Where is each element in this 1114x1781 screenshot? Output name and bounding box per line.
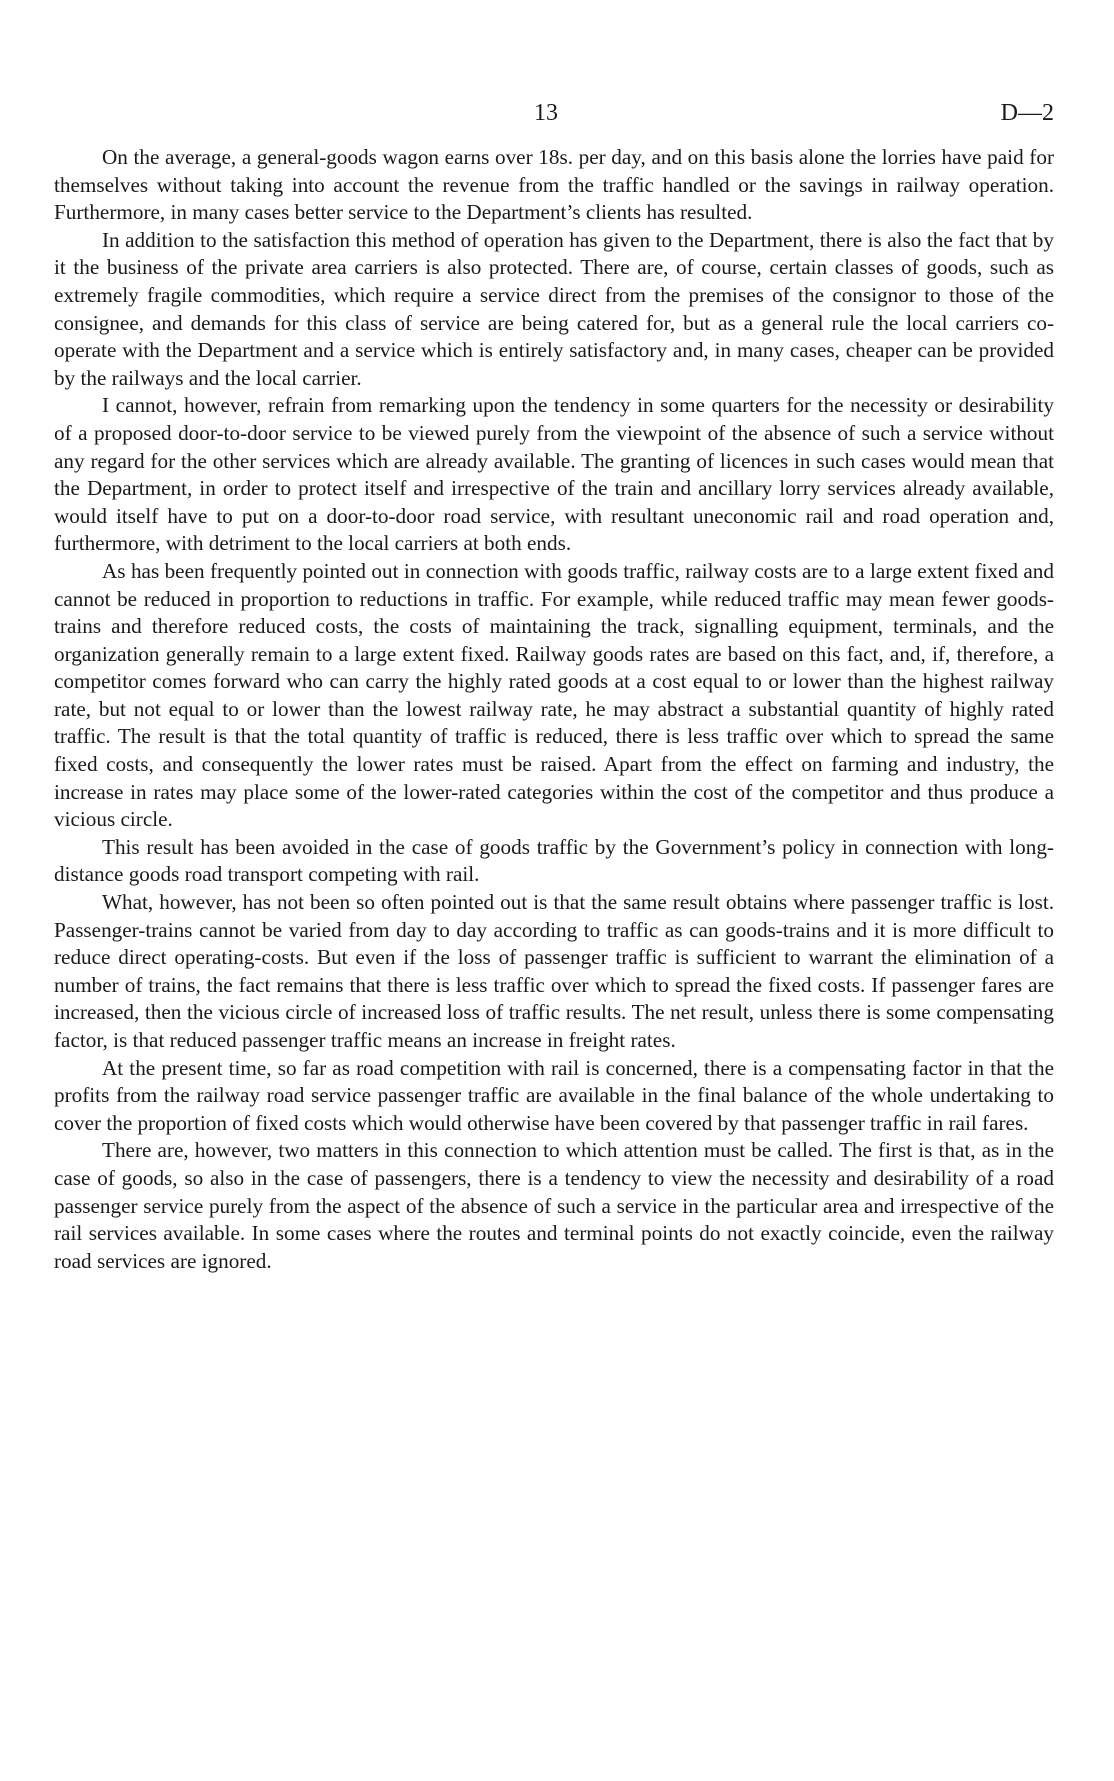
paragraph: What, however, has not been so often pointed out is that the same result obtains where passenger traffic is lost. Passenger-trains cannot be varied from day to day according to traffic as can goods-trains and it is more difficult to reduce direct operating-costs. But even if the loss of passenger traffic is sufficient to warrant the elimination of a number of trains, the fact remains that there is less traffic over which to spread the fixed costs. If passenger fares are increased, then the vicious circle of increased loss of traffic results. The net result, unless there is some compensating factor, is that reduced passenger traffic means an increase in freight rates. <box>54 890 1054 1052</box>
paragraph: There are, however, two matters in this connection to which attention must be called. The first is that, as in the case of goods, so also in the case of passengers, there is a tendency to view the necessity and desirability of a road passenger service purely from the aspect of the absence of such a service in the particular area and irrespective of the rail services available. In some cases where the routes and terminal points do not exactly coincide, even the railway road services are ignored. <box>54 1138 1054 1273</box>
page-number: 13 <box>534 100 558 126</box>
paragraph: As has been frequently pointed out in connection with goods traffic, railway costs are to a large extent fixed and cannot be reduced in proportion to reductions in traffic. For example, while reduced traffic may mean fewer goods-trains and therefore reduced costs, the costs of maintaining the track, signalling equipment, terminals, and the organization generally remain to a large extent fixed. Railway goods rates are based on this fact, and, if, therefore, a competitor comes forward who can carry the highly rated goods at a cost equal to or lower than the highest railway rate, but not equal to or lower than the lowest railway rate, he may abstract a substantial quantity of highly rated traffic. The result is that the total quantity of traffic is reduced, there is less traffic over which to spread the same fixed costs, and consequently the lower rates must be raised. Apart from the effect on farming and industry, the increase in rates may place some of the lower-rated categories within the cost of the competitor and thus produce a vicious circle. <box>54 558 1054 832</box>
page-header <box>54 100 1054 144</box>
document-page <box>54 100 1054 1275</box>
paragraph: In addition to the satisfaction this method of operation has given to the Department, there is also the fact that by it the business of the private area carriers is also protected. There are, of course, certain classes of goods, such as extremely fragile commodities, which require a service direct from the premises of the consignor to those of the consignee, and demands for this class of service are being catered for, but as a general rule the local carriers co-operate with the Department and a service which is entirely satisfactory and, in many cases, cheaper can be provided by the railways and the local carrier. <box>54 227 1054 390</box>
document-code: D—2 <box>1000 100 1054 126</box>
body-text <box>54 144 1054 1275</box>
paragraph: On the average, a general-goods wagon earns over 18s. per day, and on this basis alone the lorries have paid for themselves without taking into account the revenue from the traffic handled or the savings in railway operation. Furthermore, in many cases better service to the Department’s clients has resulted. <box>54 145 1054 225</box>
paragraph: I cannot, however, refrain from remarking upon the tendency in some quarters for the necessity or desirability of a proposed door-to-door service to be viewed purely from the viewpoint of the absence of such a service without any regard for the other services which are already available. The granting of licences in such cases would mean that the Department, in order to protect itself and irrespective of the train and ancillary lorry services already available, would itself have to put on a door-to-door road service, with resultant uneconomic rail and road operation and, furthermore, with detriment to the local carriers at both ends. <box>54 393 1054 556</box>
paragraph: This result has been avoided in the case of goods traffic by the Government’s policy in connection with long-distance goods road transport competing with rail. <box>54 834 1054 887</box>
paragraph: At the present time, so far as road competition with rail is concerned, there is a compensating factor in that the profits from the railway road service passenger traffic are available in the final balance of the whole undertaking to cover the proportion of fixed costs which would otherwise have been covered by that passenger traffic in rail fares. <box>54 1055 1054 1135</box>
